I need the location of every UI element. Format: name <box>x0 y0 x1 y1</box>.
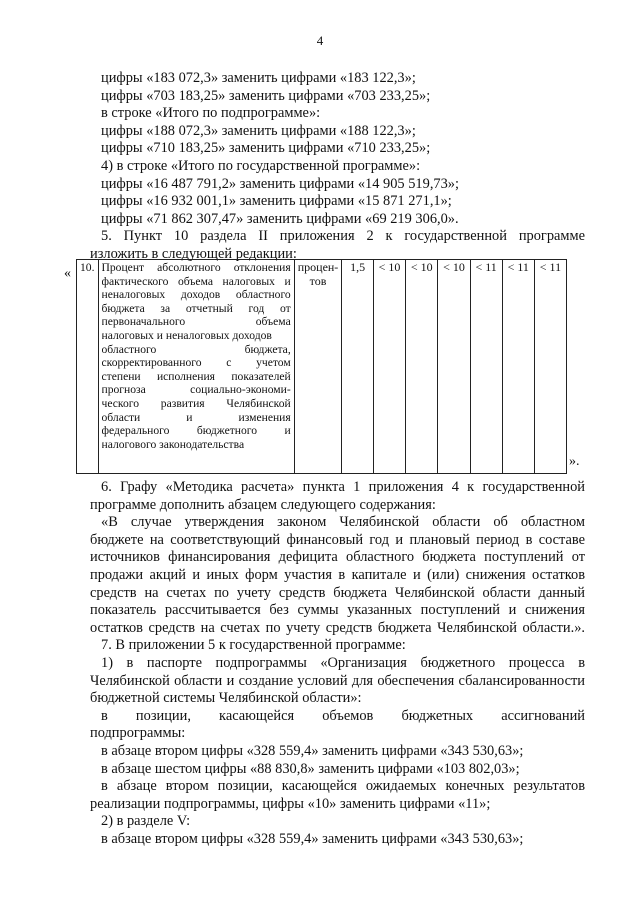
description-line: Процент абсолютного отклонения <box>101 261 291 274</box>
item-7-sub1-line: 1) в паспорте подпрограммы «Организация бюджетного процесса в <box>101 654 585 671</box>
amendments-bottom <box>90 479 585 848</box>
item-6-line-2: программе дополнить абзацем следующего содержания: <box>90 496 436 513</box>
text-line: цифры «188 072,3» заменить цифрами «188 122,3»; <box>101 122 416 139</box>
text-line: цифры «16 487 791,2» заменить цифрами «14 905 519,73»; <box>101 175 459 192</box>
abzac-second-line: в абзаце втором цифры «328 559,4» заменить цифрами «343 530,63»; <box>101 742 524 759</box>
unit-cell <box>294 260 342 474</box>
item-7-sub2: 2) в разделе V: <box>101 813 191 830</box>
text-line: цифры «183 072,3» заменить цифрами «183 122,3»; <box>101 70 416 86</box>
quote-line: бюджете на соответствующий финансовый год и плановый период в составе <box>90 531 585 548</box>
description-line: скорректированного с учетом <box>101 356 291 370</box>
sub2-abzac-second-line: в абзаце втором цифры «328 559,4» заменить цифрами «343 530,63»; <box>101 830 524 847</box>
row-number: 10. <box>77 260 99 474</box>
amendments-top <box>90 70 585 264</box>
item-5-line-1: 5. Пункт 10 раздела II приложения 2 к государственной программе <box>101 228 585 245</box>
item-7-sub1-line: бюджетной системы Челябинской области»: <box>90 690 362 707</box>
value-cell: 1,5 <box>342 260 374 474</box>
quote-line: «В случае утверждения законом Челябинской области об областном <box>101 514 585 531</box>
results-line-2: реализации подпрограммы, цифры «10» заменить цифрами «11»; <box>90 795 491 812</box>
description-line: степени исполнения показателей <box>101 369 291 383</box>
text-line: цифры «16 932 001,1» заменить цифрами «15 871 271,1»; <box>101 193 452 210</box>
value-cell: < 10 <box>373 260 405 474</box>
description-line: прогноза социально-экономи- <box>101 383 291 397</box>
description-line: бюджета за отчетный год от <box>101 301 291 315</box>
indicator-table <box>76 259 567 474</box>
description-line: ческого развития Челябинской <box>101 396 291 410</box>
quote-line: показатель рассчитывается без суммы указанных поступлений и снижения <box>90 602 585 619</box>
page-number: 4 <box>316 33 324 48</box>
item-5-line-2: изложить в следующей редакции: <box>90 245 297 262</box>
quote-line: остатков средств на счетах по учету средств бюджета Челябинской области.». <box>90 619 585 636</box>
item-7-sub1-line: Челябинской области и создание условий для обеспечения сбалансированности <box>90 672 585 689</box>
unit-line: тов <box>309 273 327 288</box>
quote-line: продажи акций и иных форм участия в капитале и (или) снижения остатков <box>90 566 585 583</box>
text-line: 4) в строке «Итого по государственной программе»: <box>101 157 421 174</box>
abzac-sixth-line: в абзаце шестом цифры «88 830,8» заменить цифрами «103 802,03»; <box>101 760 520 777</box>
description-line: неналоговых доходов областного <box>101 288 291 302</box>
quote-line: источников финансирования дефицита областного бюджета поступлений от <box>90 549 585 566</box>
open-quote: « <box>64 266 71 281</box>
text-line: цифры «703 183,25» заменить цифрами «703 233,25»; <box>101 87 431 104</box>
position-line-1: в позиции, касающейся объемов бюджетных ассигнований <box>101 707 585 724</box>
results-line-1: в абзаце втором позиции, касающейся ожидаемых конечных результатов <box>101 778 585 795</box>
description-line: налогового законодательства <box>101 437 245 451</box>
position-line-2: подпрограммы: <box>90 725 186 742</box>
item-6-line-1: 6. Графу «Методика расчета» пункта 1 приложения 4 к государственной <box>101 479 585 495</box>
description-line: федерального бюджетного и <box>101 424 291 438</box>
description-line: областного бюджета, <box>101 342 291 356</box>
indicator-description <box>98 260 294 474</box>
close-quote: ». <box>569 454 580 469</box>
table-row <box>77 260 567 474</box>
value-cell: < 11 <box>502 260 534 474</box>
text-line: в строке «Итого по подпрограмме»: <box>101 105 321 122</box>
quote-line: средств на счетах по учету средств бюджета Челябинской области данный <box>90 584 585 601</box>
value-cell: < 10 <box>438 260 470 474</box>
text-line: цифры «710 183,25» заменить цифрами «710 233,25»; <box>101 140 431 157</box>
item-7-heading: 7. В приложении 5 к государственной программе: <box>101 637 406 654</box>
description-line: области и изменения <box>101 410 291 424</box>
value-cell: < 11 <box>534 260 566 474</box>
value-cell: < 10 <box>406 260 438 474</box>
description-line: налоговых и неналоговых доходов <box>101 328 272 342</box>
indicator-table-block <box>64 259 596 474</box>
description-line: фактического объема налоговых и <box>101 274 291 288</box>
description-line: первоначального объема <box>101 315 291 329</box>
text-line: цифры «71 862 307,47» заменить цифрами «69 219 306,0». <box>101 210 459 227</box>
value-cell: < 11 <box>470 260 502 474</box>
unit-line: процен- <box>297 260 339 274</box>
